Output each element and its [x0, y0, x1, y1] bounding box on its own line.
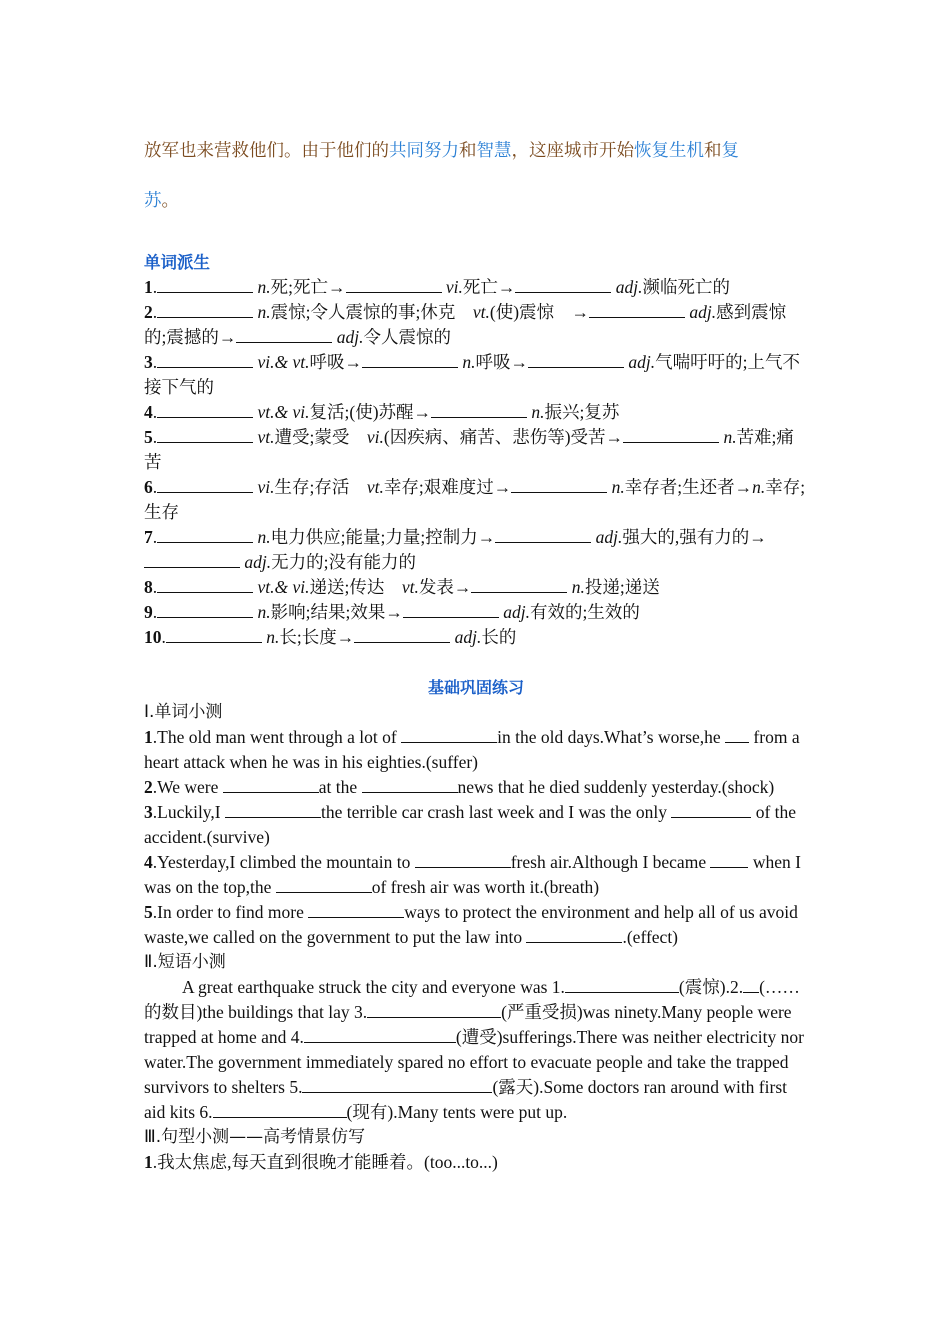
answer-blank[interactable]: [431, 400, 527, 418]
document-content: [144, 126, 808, 1175]
intro-text: 和: [704, 141, 722, 161]
intro-text: ，这座城市开始: [511, 141, 634, 161]
answer-blank[interactable]: [308, 900, 404, 918]
derivation-item-8: 8. vt.& vi.递送;传达 vt.发表→ n.投递;递送: [144, 577, 660, 597]
derivation-item-4: 4. vt.& vi.复活;(使)苏醒→ n.振兴;复苏: [144, 402, 620, 422]
answer-blank[interactable]: [157, 575, 253, 593]
answer-blank[interactable]: [401, 725, 497, 743]
answer-blank[interactable]: [157, 475, 253, 493]
sentence-question-1: 1.我太焦虑,每天直到很晚才能睡着。(too...to...): [144, 1152, 498, 1172]
section-title-derivation: 单词派生: [144, 253, 210, 272]
vocab-question-1: 1.The old man went through a lot of in the old days.What’s worse,he from a heart attack when he was in his eighties.(suffer): [144, 727, 800, 772]
vocab-question-3: 3.Luckily,I the terrible car crash last week and I was the only of the accident.(survive): [144, 802, 797, 847]
highlight-text: 复: [721, 141, 739, 161]
vocab-question-2: 2.We were at the news that he died suddenly yesterday.(shock): [144, 777, 775, 797]
section-title-vocab-quiz: Ⅰ.单词小测: [144, 702, 223, 722]
answer-blank[interactable]: [495, 525, 591, 543]
derivation-item-2: 2. n.震惊;令人震惊的事;休克 vt.(使)震惊 → adj.感到震惊的;震撼的→ adj.令人震惊的: [144, 302, 787, 347]
answer-blank[interactable]: [362, 350, 458, 368]
answer-blank[interactable]: [725, 725, 749, 743]
answer-blank[interactable]: [213, 1100, 347, 1118]
vocab-question-4: 4.Yesterday,I climbed the mountain to fresh air.Although I became when I was on the top,the of fresh air was worth it.(breath): [144, 852, 801, 897]
vocab-question-5: 5.In order to find more ways to protect the environment and help all of us avoid waste,we called on the government to put the law into .(effect): [144, 902, 798, 947]
answer-blank[interactable]: [157, 525, 253, 543]
highlight-text: 苏: [144, 191, 162, 211]
answer-blank[interactable]: [565, 975, 679, 993]
derivation-item-10: 10. n.长;长度→ adj.长的: [144, 627, 517, 647]
answer-blank[interactable]: [157, 600, 253, 618]
answer-blank[interactable]: [304, 1025, 456, 1043]
derivation-item-1: 1. n.死;死亡→ vi.死亡→ adj.濒临死亡的: [144, 277, 731, 297]
derivation-item-6: 6. vi.生存;存活 vt.幸存;艰难度过→ n.幸存者;生还者→n.幸存;生存: [144, 477, 806, 522]
derivation-item-5: 5. vt.遭受;蒙受 vi.(因疾病、痛苦、悲伤等)受苦→ n.苦难;痛苦: [144, 427, 794, 472]
answer-blank[interactable]: [623, 425, 719, 443]
answer-blank[interactable]: [157, 400, 253, 418]
answer-blank[interactable]: [157, 425, 253, 443]
answer-blank[interactable]: [223, 775, 319, 793]
answer-blank[interactable]: [346, 275, 442, 293]
intro-text: 。: [161, 191, 179, 211]
answer-blank[interactable]: [515, 275, 611, 293]
derivation-item-9: 9. n.影响;结果;效果→ adj.有效的;生效的: [144, 602, 640, 622]
answer-blank[interactable]: [225, 800, 321, 818]
intro-paragraph: [144, 126, 808, 226]
answer-blank[interactable]: [157, 275, 253, 293]
highlight-text: 智慧: [476, 141, 512, 161]
highlight-text: 恢复生机: [634, 141, 704, 161]
answer-blank[interactable]: [362, 775, 458, 793]
answer-blank[interactable]: [276, 875, 372, 893]
answer-blank[interactable]: [471, 575, 567, 593]
answer-blank[interactable]: [144, 550, 240, 568]
section-title-phrase-quiz: Ⅱ.短语小测: [144, 952, 226, 972]
phrase-passage: A great earthquake struck the city and everyone was 1. (震惊).2. (……的数目)the buildings that lay 3. (严重受损)was ninety.Many people were trapped at home and 4. (遭受)sufferings.There was neither electricity nor water.The government immediately spared no effort to evacuate people and take the trapped survivors to shelters 5. (露天).Some doctors ran around with first aid kits 6. (现有).Many tents were put up.: [144, 977, 804, 1122]
answer-blank[interactable]: [302, 1075, 492, 1093]
answer-blank[interactable]: [166, 625, 262, 643]
answer-blank[interactable]: [367, 1000, 501, 1018]
section-title-practice: 基础巩固练习: [427, 678, 524, 697]
answer-blank[interactable]: [157, 300, 253, 318]
answer-blank[interactable]: [526, 925, 622, 943]
answer-blank[interactable]: [511, 475, 607, 493]
intro-text: 和: [459, 141, 477, 161]
highlight-text: 共同努力: [389, 141, 459, 161]
answer-blank[interactable]: [236, 325, 332, 343]
answer-blank[interactable]: [157, 350, 253, 368]
section-title-sentence-quiz: Ⅲ.句型小测——高考情景仿写: [144, 1127, 366, 1147]
answer-blank[interactable]: [528, 350, 624, 368]
intro-text: 放军也来营救他们。由于他们的: [144, 141, 389, 161]
derivation-item-3: 3. vi.& vt.呼吸→ n.呼吸→ adj.气喘吁吁的;上气不接下气的: [144, 352, 800, 397]
answer-blank[interactable]: [415, 850, 511, 868]
derivation-item-7: 7. n.电力供应;能量;力量;控制力→ adj.强大的,强有力的→ adj.无力的;没有能力的: [144, 527, 767, 572]
answer-blank[interactable]: [354, 625, 450, 643]
answer-blank[interactable]: [743, 975, 759, 993]
answer-blank[interactable]: [710, 850, 748, 868]
answer-blank[interactable]: [671, 800, 751, 818]
answer-blank[interactable]: [589, 300, 685, 318]
answer-blank[interactable]: [403, 600, 499, 618]
